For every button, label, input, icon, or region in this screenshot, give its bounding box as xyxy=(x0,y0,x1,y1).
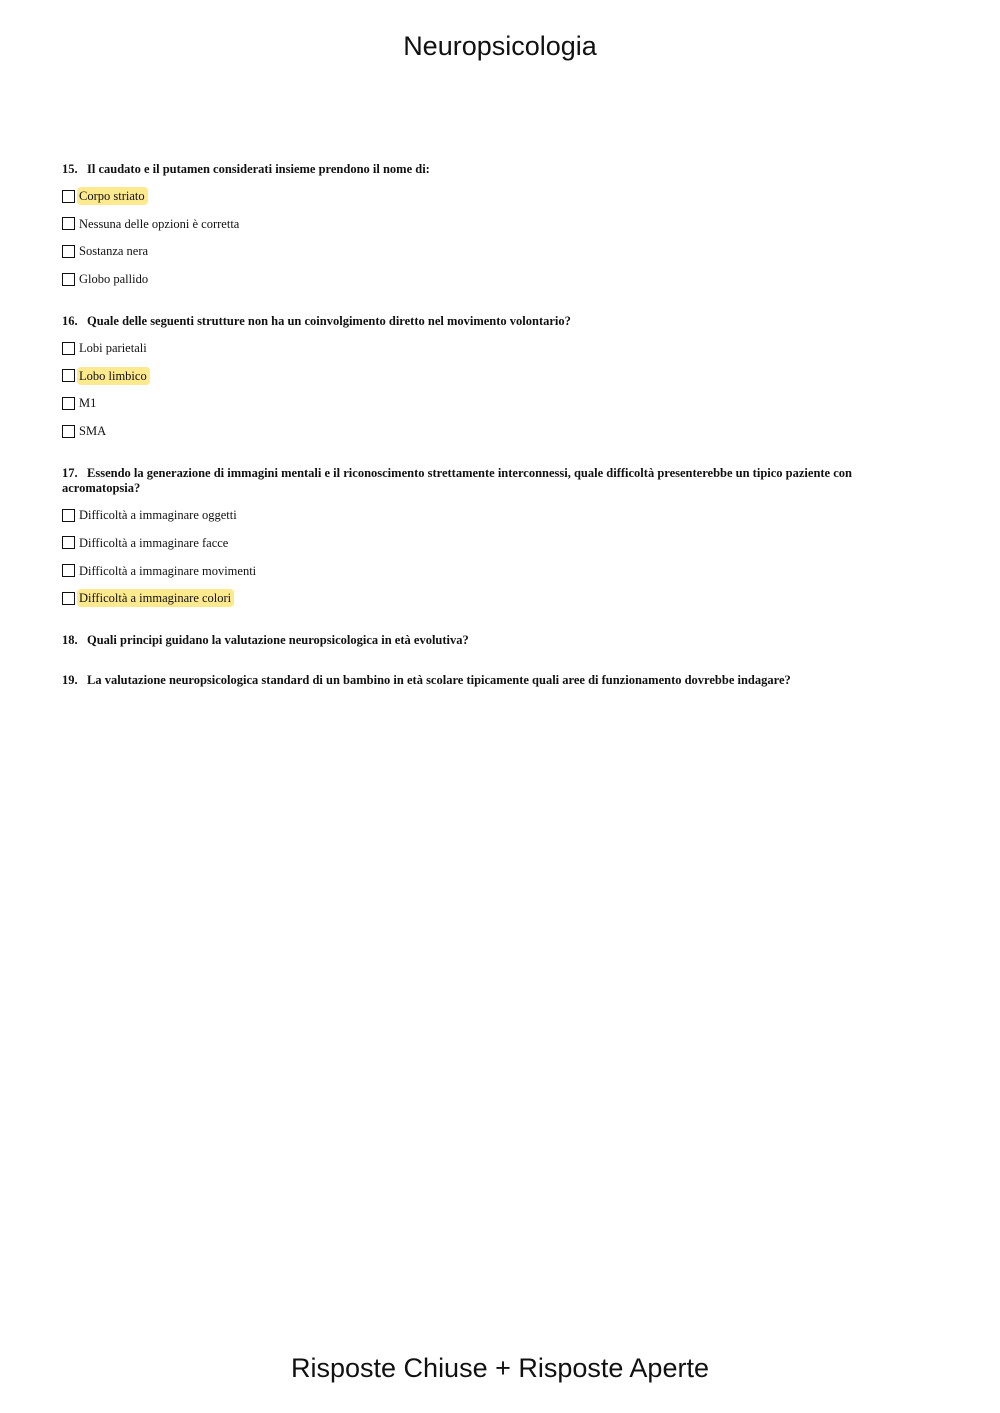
option-label: M1 xyxy=(79,396,97,411)
checkbox[interactable] xyxy=(62,397,75,410)
question-16-text xyxy=(62,314,882,329)
question-15 xyxy=(62,162,882,288)
question-prompt: Essendo la generazione di immagini mentali e il riconoscimento strettamente interconnessi, quale difficoltà presenterebbe un tipico paziente con acromatopsia? xyxy=(62,466,852,496)
checkbox[interactable] xyxy=(62,369,75,382)
option-lobi-parietali[interactable] xyxy=(62,339,882,357)
option-immaginare-colori[interactable] xyxy=(62,589,882,607)
checkbox[interactable] xyxy=(62,509,75,522)
option-immaginare-facce[interactable] xyxy=(62,534,882,552)
checkbox[interactable] xyxy=(62,564,75,577)
option-label: Corpo striato xyxy=(77,187,148,205)
question-number: 16. xyxy=(62,314,78,329)
option-lobo-limbico[interactable] xyxy=(62,367,882,385)
question-19 xyxy=(62,673,882,688)
option-label: Globo pallido xyxy=(79,272,149,287)
checkbox[interactable] xyxy=(62,245,75,258)
option-label: Nessuna delle opzioni è corretta xyxy=(79,216,240,231)
page-footer: Risposte Chiuse + Risposte Aperte xyxy=(291,1353,709,1383)
checkbox[interactable] xyxy=(62,342,75,355)
question-19-text xyxy=(62,673,882,688)
option-sostanza-nera[interactable] xyxy=(62,242,882,260)
option-label: Difficoltà a immaginare movimenti xyxy=(79,563,257,578)
option-label: Lobo limbico xyxy=(77,367,150,385)
checkbox[interactable] xyxy=(62,536,75,549)
option-corpo-striato[interactable] xyxy=(62,187,882,205)
question-list xyxy=(62,162,882,713)
question-16 xyxy=(62,314,882,440)
question-18 xyxy=(62,633,882,648)
question-17 xyxy=(62,466,882,607)
option-label: Sostanza nera xyxy=(79,244,149,259)
question-prompt: Quali principi guidano la valutazione neuropsicologica in età evolutiva? xyxy=(87,633,469,648)
question-prompt: La valutazione neuropsicologica standard di un bambino in età scolare tipicamente quali aree di funzionamento dovrebbe indagare? xyxy=(87,673,791,688)
question-number: 18. xyxy=(62,633,78,648)
option-label: Lobi parietali xyxy=(79,341,147,356)
question-15-text xyxy=(62,162,882,177)
checkbox[interactable] xyxy=(62,592,75,605)
option-m1[interactable] xyxy=(62,394,882,412)
page-title: Neuropsicologia xyxy=(403,31,597,61)
checkbox[interactable] xyxy=(62,190,75,203)
option-immaginare-oggetti[interactable] xyxy=(62,506,882,524)
question-number: 15. xyxy=(62,162,78,176)
option-label: SMA xyxy=(79,424,107,439)
question-18-text xyxy=(62,633,882,648)
question-number: 17. xyxy=(62,466,78,481)
checkbox[interactable] xyxy=(62,217,75,230)
option-label: Difficoltà a immaginare facce xyxy=(79,535,229,550)
option-nessuna-delle-opzioni[interactable] xyxy=(62,215,882,233)
question-prompt: Il caudato e il putamen considerati insieme prendono il nome di: xyxy=(87,162,430,176)
option-globo-pallido[interactable] xyxy=(62,270,882,288)
option-label: Difficoltà a immaginare oggetti xyxy=(79,508,237,523)
checkbox[interactable] xyxy=(62,273,75,286)
checkbox[interactable] xyxy=(62,425,75,438)
question-number: 19. xyxy=(62,673,78,688)
option-immaginare-movimenti[interactable] xyxy=(62,562,882,580)
question-prompt: Quale delle seguenti strutture non ha un coinvolgimento diretto nel movimento volontario? xyxy=(87,314,571,329)
option-label: Difficoltà a immaginare colori xyxy=(77,589,234,607)
question-17-text xyxy=(62,466,882,496)
option-sma[interactable] xyxy=(62,422,882,440)
